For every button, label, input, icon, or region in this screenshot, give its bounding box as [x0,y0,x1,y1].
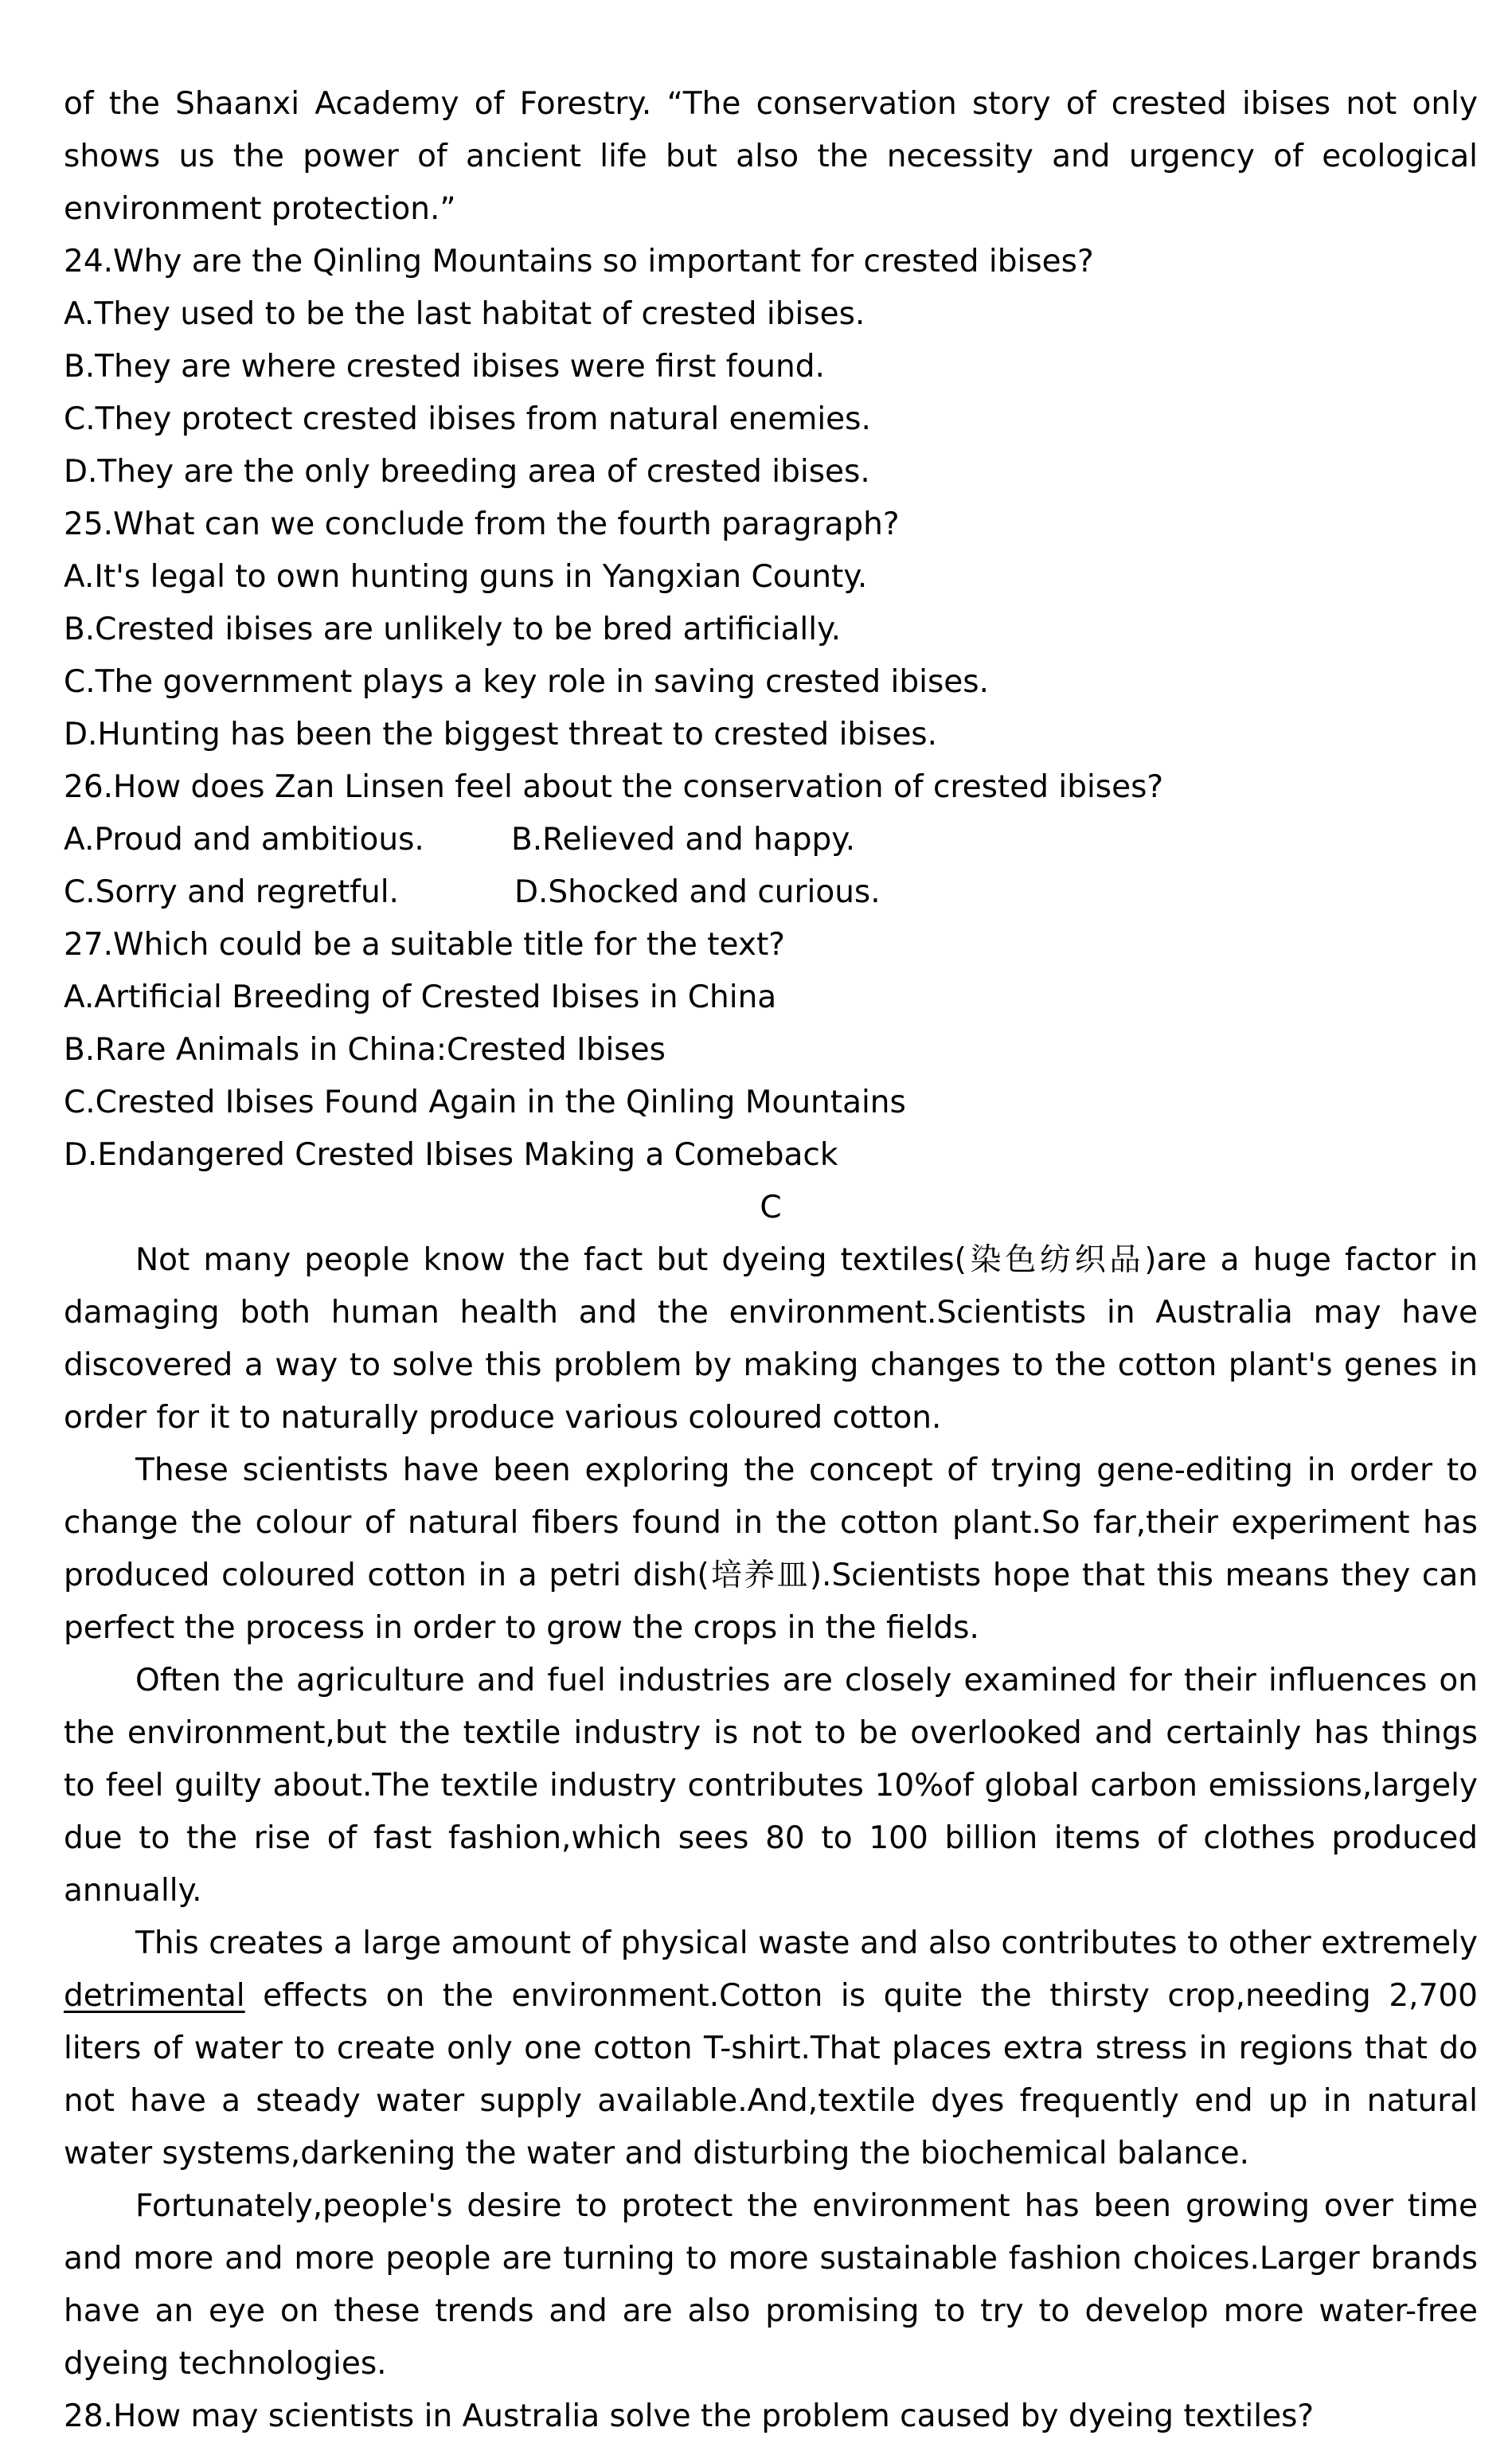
option-row [64,814,1478,866]
option-c: C.The government plays a key role in saving crested ibises. [64,664,990,700]
paragraph-rest: effects on the environment.Cotton is quite the thirsty crop,needing 2,700 liters of water to create only one cotton T-shirt.That places extra stress in regions that do not have a steady water supply available.And,textile dyes frequently end up in natural water systems,darkening the water and disturbing the biochemical balance. [64,1978,1478,2171]
question-24 [64,236,1478,498]
option-d: D.Hunting has been the biggest threat to crested ibises. [64,717,938,752]
passage-paragraph: Often the agriculture and fuel industries are closely examined for their influences on the environment,but the textile industry is not to be overlooked and certainly has things to feel guilty about.The textile industry contributes 10%of global carbon emissions,largely due to the rise of fast fashion,which sees 80 to 100 billion items of clothes produced annually. [64,1663,1478,1909]
section-heading: C [760,1190,782,1225]
option-a: A.It's legal to own hunting guns in Yangxian County. [64,559,868,595]
paragraph-lead: This creates a large amount of physical waste and also contributes to other extremely [135,1925,1478,1961]
question-25 [64,498,1478,761]
document-page [64,78,1478,2443]
question-28-stem: 28.How may scientists in Australia solve the problem caused by dyeing textiles? [64,2398,1315,2434]
option-c: C.Crested Ibises Found Again in the Qinling Mountains [64,1085,906,1120]
option-a: A.Proud and ambitious. [64,822,424,858]
question-stem: 24.Why are the Qinling Mountains so important for crested ibises? [64,244,1094,279]
option-b: B.Crested ibises are unlikely to be bred artificially. [64,612,842,647]
option-b: B.They are where crested ibises were first found. [64,349,825,385]
passage-paragraph: Fortunately,people's desire to protect the environment has been growing over time and more and more people are turning to more sustainable fashion choices.Larger brands have an eye on these trends and are also promising to try to develop more water-free dyeing technologies. [64,2188,1478,2382]
passage-paragraph [64,1917,1478,2180]
underlined-word: detrimental [64,1978,245,2014]
question-stem: 27.Which could be a suitable title for the text? [64,927,785,963]
question-27 [64,919,1478,1182]
option-c: C.They protect crested ibises from natural enemies. [64,401,871,437]
option-b: B.Relieved and happy. [511,822,856,858]
option-d: D.Shocked and curious. [514,874,881,910]
passage-paragraph: Not many people know the fact but dyeing textiles(染色纺织品)are a huge factor in damaging both human health and the environment.Scientists in Australia may have discovered a way to solve this problem by making changes to the cotton plant's genes in order for it to naturally produce various coloured cotton. [64,1242,1478,1436]
option-b: B.Rare Animals in China:Crested Ibises [64,1032,666,1068]
option-d: D.Endangered Crested Ibises Making a Comeback [64,1137,838,1173]
option-a: A.They used to be the last habitat of crested ibises. [64,296,865,332]
question-stem: 26.How does Zan Linsen feel about the conservation of crested ibises? [64,769,1164,805]
question-26 [64,761,1478,919]
question-stem: 25.What can we conclude from the fourth paragraph? [64,506,900,542]
option-row [64,866,1478,919]
intro-paragraph: of the Shaanxi Academy of Forestry. “The conservation story of crested ibises not only shows us the power of ancient life but also the necessity and urgency of ecological environment protection.” [64,86,1478,227]
option-a: A.Artificial Breeding of Crested Ibises in China [64,979,777,1015]
passage-paragraph: These scientists have been exploring the concept of trying gene-editing in order to change the colour of natural fibers found in the cotton plant.So far,their experiment has produced coloured cotton in a petri dish(培养皿).Scientists hope that this means they can perfect the process in order to grow the crops in the fields. [64,1452,1478,1646]
option-d: D.They are the only breeding area of crested ibises. [64,454,870,490]
option-c: C.Sorry and regretful. [64,874,399,910]
